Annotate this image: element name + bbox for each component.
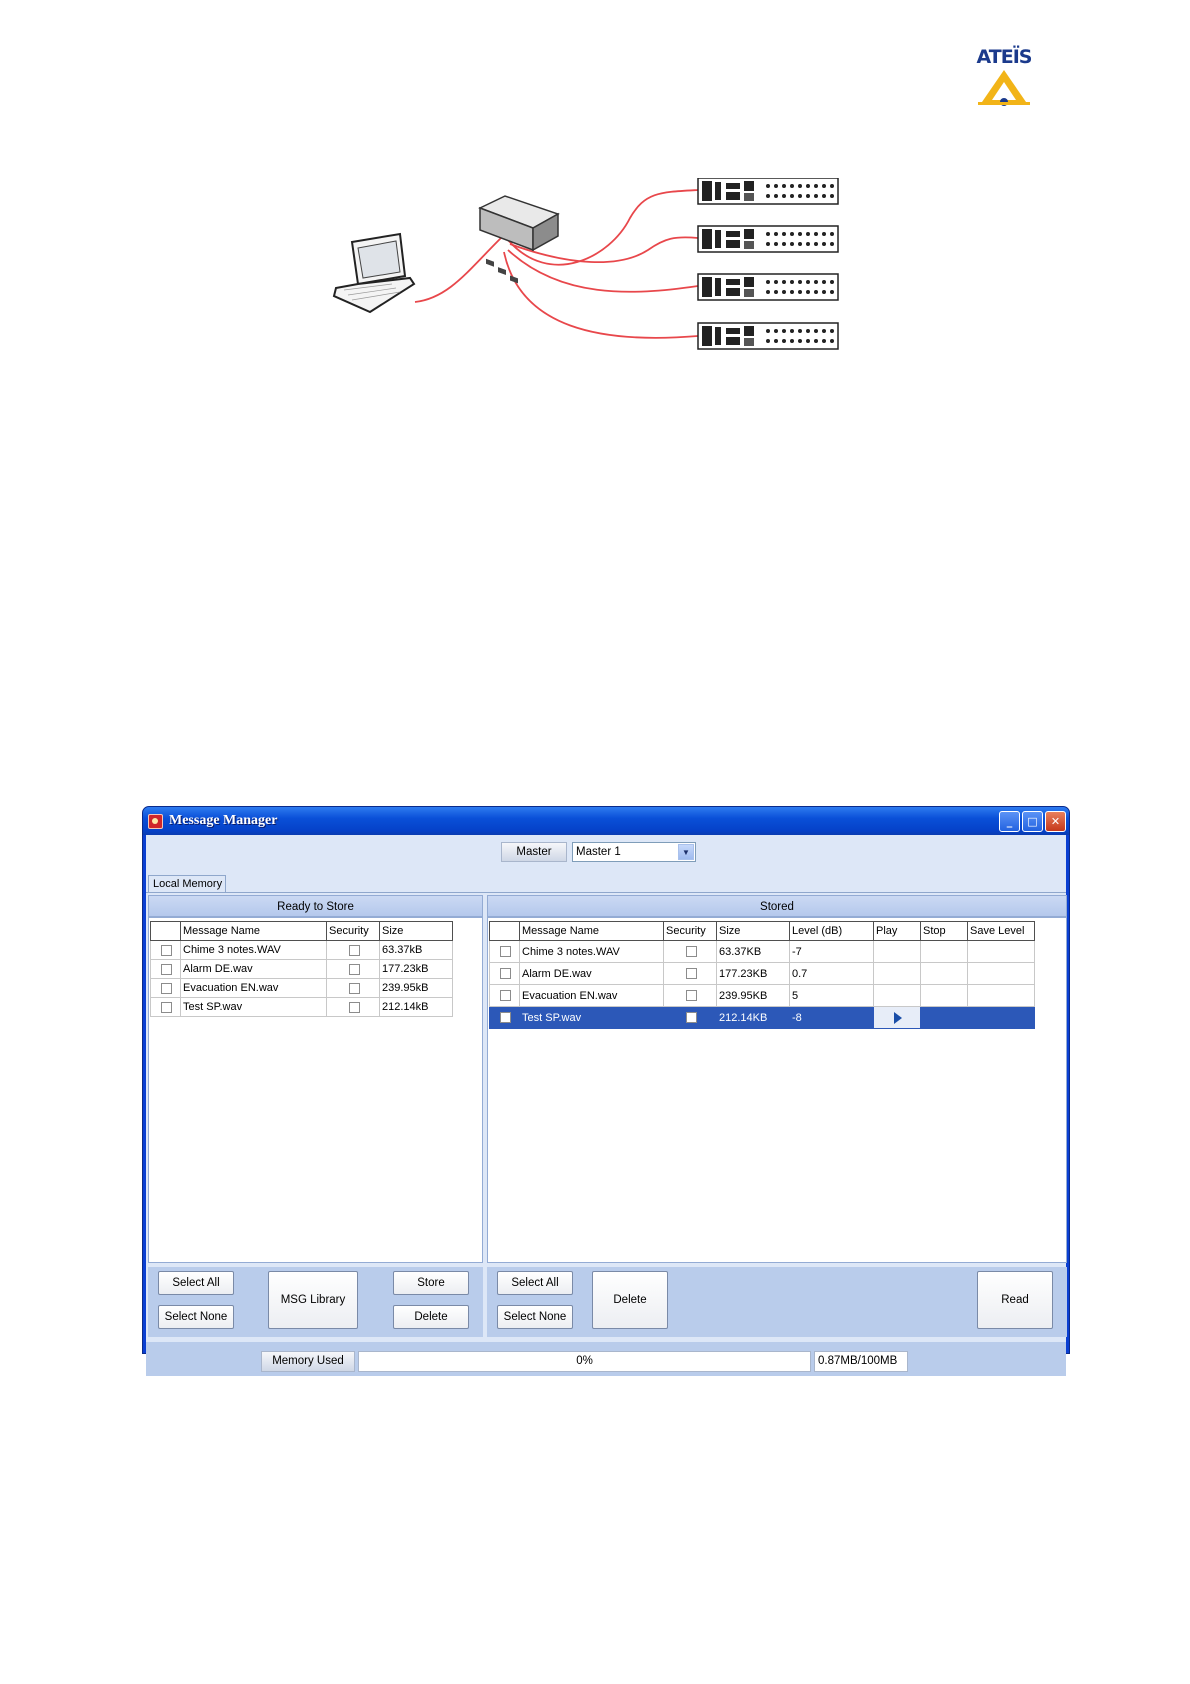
message-name-cell: Alarm DE.wav xyxy=(520,963,664,985)
checkbox-icon[interactable] xyxy=(686,1012,697,1023)
table-row[interactable] xyxy=(490,1007,1035,1029)
laptop-icon xyxy=(334,234,414,312)
minimize-icon[interactable]: _ xyxy=(999,811,1020,832)
left-delete-button[interactable]: Delete xyxy=(393,1305,469,1329)
memory-value: 0.87MB/100MB xyxy=(814,1351,908,1372)
window-controls xyxy=(999,811,1066,832)
message-name-cell: Chime 3 notes.WAV xyxy=(520,941,664,963)
store-button[interactable]: Store xyxy=(393,1271,469,1295)
column-header-security[interactable]: Security xyxy=(327,922,380,941)
ateis-logo xyxy=(968,46,1040,108)
size-cell: 212.14kB xyxy=(380,998,453,1017)
msg-library-button[interactable]: MSG Library xyxy=(268,1271,358,1329)
column-header-message-name[interactable]: Message Name xyxy=(520,922,664,941)
window-title: Message Manager xyxy=(169,813,278,828)
column-header-level[interactable]: Level (dB) xyxy=(790,922,874,941)
row-checkbox[interactable] xyxy=(151,979,181,998)
left-button-bar xyxy=(148,1267,483,1337)
row-checkbox[interactable] xyxy=(490,941,520,963)
play-cell[interactable] xyxy=(874,1007,921,1029)
title-bar[interactable] xyxy=(143,807,1069,835)
right-select-all-button[interactable]: Select All xyxy=(497,1271,573,1295)
logo-triangle-icon xyxy=(976,68,1032,108)
security-checkbox[interactable] xyxy=(327,979,380,998)
size-cell: 177.23kB xyxy=(380,960,453,979)
column-header-save-level[interactable]: Save Level xyxy=(968,922,1035,941)
stop-cell[interactable] xyxy=(921,963,968,985)
checkbox-icon[interactable] xyxy=(686,990,697,1001)
size-cell: 239.95kB xyxy=(380,979,453,998)
column-header-size[interactable]: Size xyxy=(717,922,790,941)
logo-text: ATEÏS xyxy=(976,46,1032,68)
stored-header: Stored xyxy=(487,895,1067,917)
checkbox-icon[interactable] xyxy=(500,968,511,979)
checkbox-icon[interactable] xyxy=(500,990,511,1001)
checkbox-icon[interactable] xyxy=(161,945,172,956)
level-cell[interactable]: 0.7 xyxy=(790,963,874,985)
level-cell[interactable]: -8 xyxy=(790,1007,874,1029)
checkbox-icon[interactable] xyxy=(500,1012,511,1023)
checkbox-icon[interactable] xyxy=(349,964,360,975)
table-row[interactable] xyxy=(490,985,1035,1007)
right-button-bar xyxy=(487,1267,1067,1337)
row-checkbox[interactable] xyxy=(490,1007,520,1029)
security-checkbox[interactable] xyxy=(664,1007,717,1029)
checkbox-icon[interactable] xyxy=(349,983,360,994)
row-checkbox[interactable] xyxy=(490,985,520,1007)
network-diagram xyxy=(330,178,870,378)
network-cables xyxy=(415,190,698,338)
window-client-area xyxy=(146,835,1066,1367)
table-row[interactable] xyxy=(151,960,453,979)
play-cell[interactable] xyxy=(874,941,921,963)
read-button[interactable]: Read xyxy=(977,1271,1053,1329)
checkbox-icon[interactable] xyxy=(500,946,511,957)
size-cell: 63.37KB xyxy=(717,941,790,963)
maximize-icon[interactable]: □ xyxy=(1022,811,1043,832)
message-name-cell: Evacuation EN.wav xyxy=(181,979,327,998)
stop-cell[interactable] xyxy=(921,1007,968,1029)
tab-divider xyxy=(146,892,1066,893)
size-cell: 212.14KB xyxy=(717,1007,790,1029)
stored-list xyxy=(487,917,1067,1263)
checkbox-icon[interactable] xyxy=(686,946,697,957)
checkbox-icon[interactable] xyxy=(161,964,172,975)
stored-table xyxy=(489,921,1035,1029)
size-cell: 239.95KB xyxy=(717,985,790,1007)
row-checkbox[interactable] xyxy=(151,960,181,979)
table-row[interactable] xyxy=(151,941,453,960)
row-checkbox[interactable] xyxy=(151,998,181,1017)
message-name-cell: Test SP.wav xyxy=(520,1007,664,1029)
column-header-stop[interactable]: Stop xyxy=(921,922,968,941)
size-cell: 177.23KB xyxy=(717,963,790,985)
column-header-select xyxy=(151,922,181,941)
checkbox-icon[interactable] xyxy=(349,1002,360,1013)
switch-icon xyxy=(480,196,558,283)
right-select-none-button[interactable]: Select None xyxy=(497,1305,573,1329)
master-select-value: Master 1 xyxy=(576,846,621,858)
level-cell[interactable]: -7 xyxy=(790,941,874,963)
row-checkbox[interactable] xyxy=(490,963,520,985)
right-delete-button[interactable]: Delete xyxy=(592,1271,668,1329)
security-checkbox[interactable] xyxy=(664,941,717,963)
size-cell: 63.37kB xyxy=(380,941,453,960)
play-cell[interactable] xyxy=(874,963,921,985)
table-row[interactable] xyxy=(490,941,1035,963)
column-header-play[interactable]: Play xyxy=(874,922,921,941)
tab-local-memory[interactable]: Local Memory xyxy=(148,875,226,893)
save-level-cell[interactable] xyxy=(968,1007,1035,1029)
amplifier-icon xyxy=(698,178,838,349)
play-cell[interactable] xyxy=(874,985,921,1007)
security-checkbox[interactable] xyxy=(664,963,717,985)
left-select-none-button[interactable]: Select None xyxy=(158,1305,234,1329)
master-row xyxy=(146,842,1066,864)
security-checkbox[interactable] xyxy=(327,960,380,979)
save-level-cell[interactable] xyxy=(968,985,1035,1007)
save-level-cell[interactable] xyxy=(968,941,1035,963)
checkbox-icon[interactable] xyxy=(349,945,360,956)
table-header-row xyxy=(151,922,453,941)
checkbox-icon[interactable] xyxy=(686,968,697,979)
column-header-security[interactable]: Security xyxy=(664,922,717,941)
master-label: Master xyxy=(501,842,567,862)
message-name-cell: Chime 3 notes.WAV xyxy=(181,941,327,960)
message-name-cell: Evacuation EN.wav xyxy=(520,985,664,1007)
security-checkbox[interactable] xyxy=(327,998,380,1017)
row-checkbox[interactable] xyxy=(151,941,181,960)
checkbox-icon[interactable] xyxy=(161,983,172,994)
save-level-cell[interactable] xyxy=(968,963,1035,985)
table-row[interactable] xyxy=(151,979,453,998)
message-name-cell: Test SP.wav xyxy=(181,998,327,1017)
stop-cell[interactable] xyxy=(921,985,968,1007)
message-manager-window xyxy=(142,806,1070,1367)
close-icon[interactable]: ✕ xyxy=(1045,811,1066,832)
table-row[interactable] xyxy=(151,998,453,1017)
checkbox-icon[interactable] xyxy=(161,1002,172,1013)
ready-to-store-table xyxy=(150,921,453,1017)
app-icon xyxy=(148,814,163,829)
memory-used-label: Memory Used xyxy=(261,1351,355,1372)
left-select-all-button[interactable]: Select All xyxy=(158,1271,234,1295)
column-header-size[interactable]: Size xyxy=(380,922,453,941)
level-cell[interactable]: 5 xyxy=(790,985,874,1007)
dropdown-arrow-icon[interactable]: ▼ xyxy=(678,844,694,860)
table-header-row xyxy=(490,922,1035,941)
security-checkbox[interactable] xyxy=(664,985,717,1007)
master-select[interactable] xyxy=(572,842,696,862)
play-icon[interactable] xyxy=(894,1012,902,1024)
status-bar xyxy=(146,1340,1066,1376)
column-header-select xyxy=(490,922,520,941)
memory-progress-bar xyxy=(358,1351,811,1372)
ready-to-store-list xyxy=(148,917,483,1263)
table-row[interactable] xyxy=(490,963,1035,985)
memory-percent: 0% xyxy=(576,1355,593,1367)
column-header-message-name[interactable]: Message Name xyxy=(181,922,327,941)
stop-cell[interactable] xyxy=(921,941,968,963)
ready-to-store-header: Ready to Store xyxy=(148,895,483,917)
message-name-cell: Alarm DE.wav xyxy=(181,960,327,979)
security-checkbox[interactable] xyxy=(327,941,380,960)
